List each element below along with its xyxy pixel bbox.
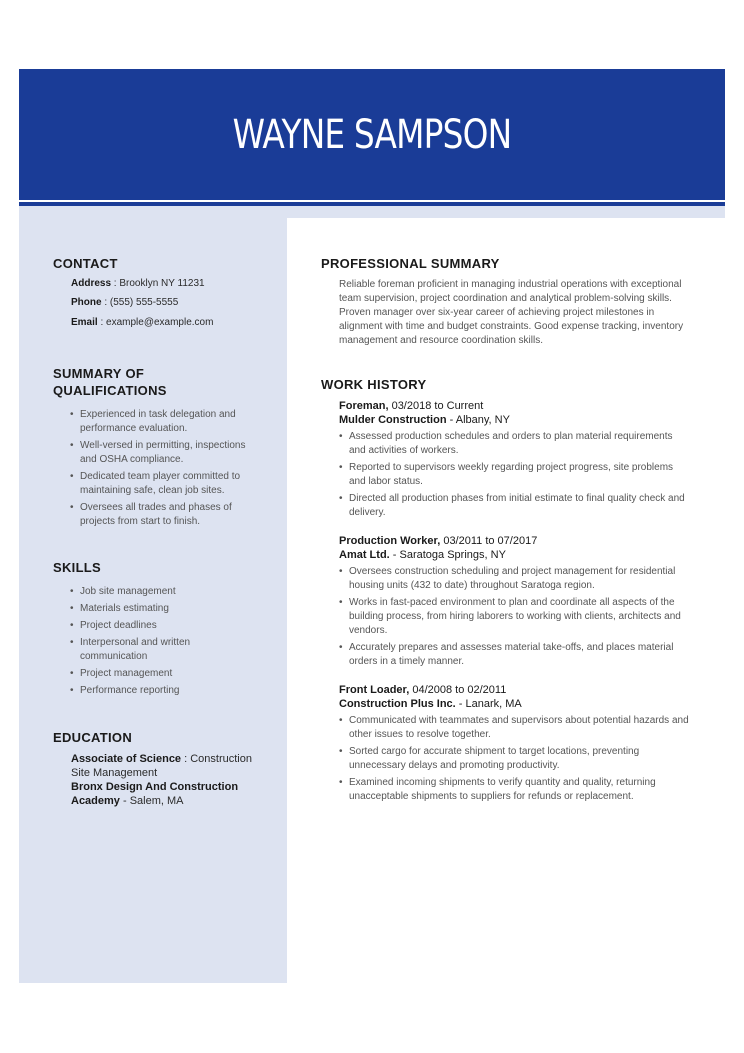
job-company-line bbox=[339, 548, 506, 562]
job-bullets bbox=[339, 714, 691, 807]
email-value: example@example.com bbox=[106, 317, 214, 328]
school-name: Bronx Design And Construction Academy bbox=[71, 781, 239, 807]
job-location: - Lanark, MA bbox=[455, 698, 522, 710]
contact-phone: Phone : (555) 555-5555 bbox=[71, 297, 179, 308]
job-role: Foreman, bbox=[339, 400, 389, 412]
job-company-line bbox=[339, 413, 510, 427]
work-history-title: WORK HISTORY bbox=[321, 377, 427, 392]
qualifications-title bbox=[53, 365, 167, 399]
degree-field: : Construction Site Management bbox=[71, 753, 252, 779]
degree-name: Associate of Science bbox=[71, 753, 182, 765]
list-item: • Assessed production schedules and orders to plan material requirements and activities of workers. bbox=[339, 430, 691, 458]
school-location: - Salem, MA bbox=[119, 795, 184, 807]
skills-list bbox=[70, 585, 260, 701]
phone-value: (555) 555-5555 bbox=[109, 297, 179, 308]
list-item: • Accurately prepares and assesses material take-offs, and places material orders in a timely manner. bbox=[339, 641, 691, 669]
list-item: • Works in fast-paced environment to plan and coordinate all aspects of the building process, from hiring laborers to working with clients, architects and vendors. bbox=[339, 596, 691, 638]
list-item: • Communicated with teammates and supervisors about potential hazards and other issues to resolve together. bbox=[339, 714, 691, 742]
list-item: • Well-versed in permitting, inspections and OSHA compliance. bbox=[70, 439, 260, 467]
list-item: • Directed all production phases from initial estimate to final quality check and delivery. bbox=[339, 492, 691, 520]
education-school bbox=[71, 780, 271, 808]
job-bullets bbox=[339, 565, 691, 672]
qualifications-list bbox=[70, 408, 260, 532]
job-company-line bbox=[339, 697, 522, 711]
job-role: Front Loader, bbox=[339, 684, 410, 696]
list-item: • Experienced in task delegation and performance evaluation. bbox=[70, 408, 260, 436]
address-label: Address bbox=[71, 278, 112, 289]
list-item: • Oversees construction scheduling and project management for residential housing units (432 to date) throughout Saratoga region. bbox=[339, 565, 691, 593]
header-band bbox=[287, 206, 725, 218]
job-dates: 03/2011 to 07/2017 bbox=[440, 535, 538, 547]
job-title-line bbox=[339, 399, 483, 413]
job-location: - Albany, NY bbox=[446, 414, 510, 426]
summary-title: PROFESSIONAL SUMMARY bbox=[321, 256, 500, 271]
job-dates: 04/2008 to 02/2011 bbox=[409, 684, 507, 696]
job-title-line bbox=[339, 534, 537, 548]
list-item: • Materials estimating bbox=[70, 602, 260, 616]
resume-header bbox=[19, 69, 725, 200]
list-item: • Examined incoming shipments to verify quantity and quality, returning unacceptable shipments to suppliers for refunds or replacement. bbox=[339, 776, 691, 804]
job-title-line bbox=[339, 683, 506, 697]
list-item: • Dedicated team player committed to maintaining safe, clean job sites. bbox=[70, 470, 260, 498]
address-value: Brooklyn NY 11231 bbox=[119, 278, 205, 289]
phone-label: Phone bbox=[71, 297, 102, 308]
job-company: Amat Ltd. bbox=[339, 549, 390, 561]
list-item: • Project management bbox=[70, 667, 260, 681]
contact-email: Email : example@example.com bbox=[71, 317, 214, 328]
list-item: • Performance reporting bbox=[70, 684, 260, 698]
qualifications-title-line2: QUALIFICATIONS bbox=[53, 383, 167, 398]
list-item: • Reported to supervisors weekly regarding project progress, site problems and labor status. bbox=[339, 461, 691, 489]
job-role: Production Worker, bbox=[339, 535, 441, 547]
job-location: - Saratoga Springs, NY bbox=[389, 549, 506, 561]
candidate-name: WAYNE SAMPSON bbox=[232, 111, 512, 158]
list-item: • Job site management bbox=[70, 585, 260, 599]
qualifications-title-line1: SUMMARY OF bbox=[53, 366, 145, 381]
job-dates: 03/2018 to Current bbox=[388, 400, 484, 412]
skills-title: SKILLS bbox=[53, 560, 102, 575]
list-item: • Sorted cargo for accurate shipment to target locations, preventing unnecessary delays and promoting productivity. bbox=[339, 745, 691, 773]
list-item: • Interpersonal and written communication bbox=[70, 636, 260, 664]
email-label: Email bbox=[71, 317, 98, 328]
job-bullets bbox=[339, 430, 691, 523]
job-company: Construction Plus Inc. bbox=[339, 698, 456, 710]
contact-address: Address : Brooklyn NY 11231 bbox=[71, 278, 205, 289]
list-item: • Project deadlines bbox=[70, 619, 260, 633]
education-degree bbox=[71, 752, 271, 780]
list-item: • Oversees all trades and phases of projects from start to finish. bbox=[70, 501, 260, 529]
job-company: Mulder Construction bbox=[339, 414, 447, 426]
summary-text: Reliable foreman proficient in managing industrial operations with exceptional team supervision, project coordination and analytical problem-solving skills. Proven manager over six-year career of achieving project milestones in alignment with time and budget constraints. Good expense tracking, inventory management and resource coordination skills. bbox=[339, 279, 684, 346]
contact-title: CONTACT bbox=[53, 256, 118, 271]
education-title: EDUCATION bbox=[53, 730, 133, 745]
